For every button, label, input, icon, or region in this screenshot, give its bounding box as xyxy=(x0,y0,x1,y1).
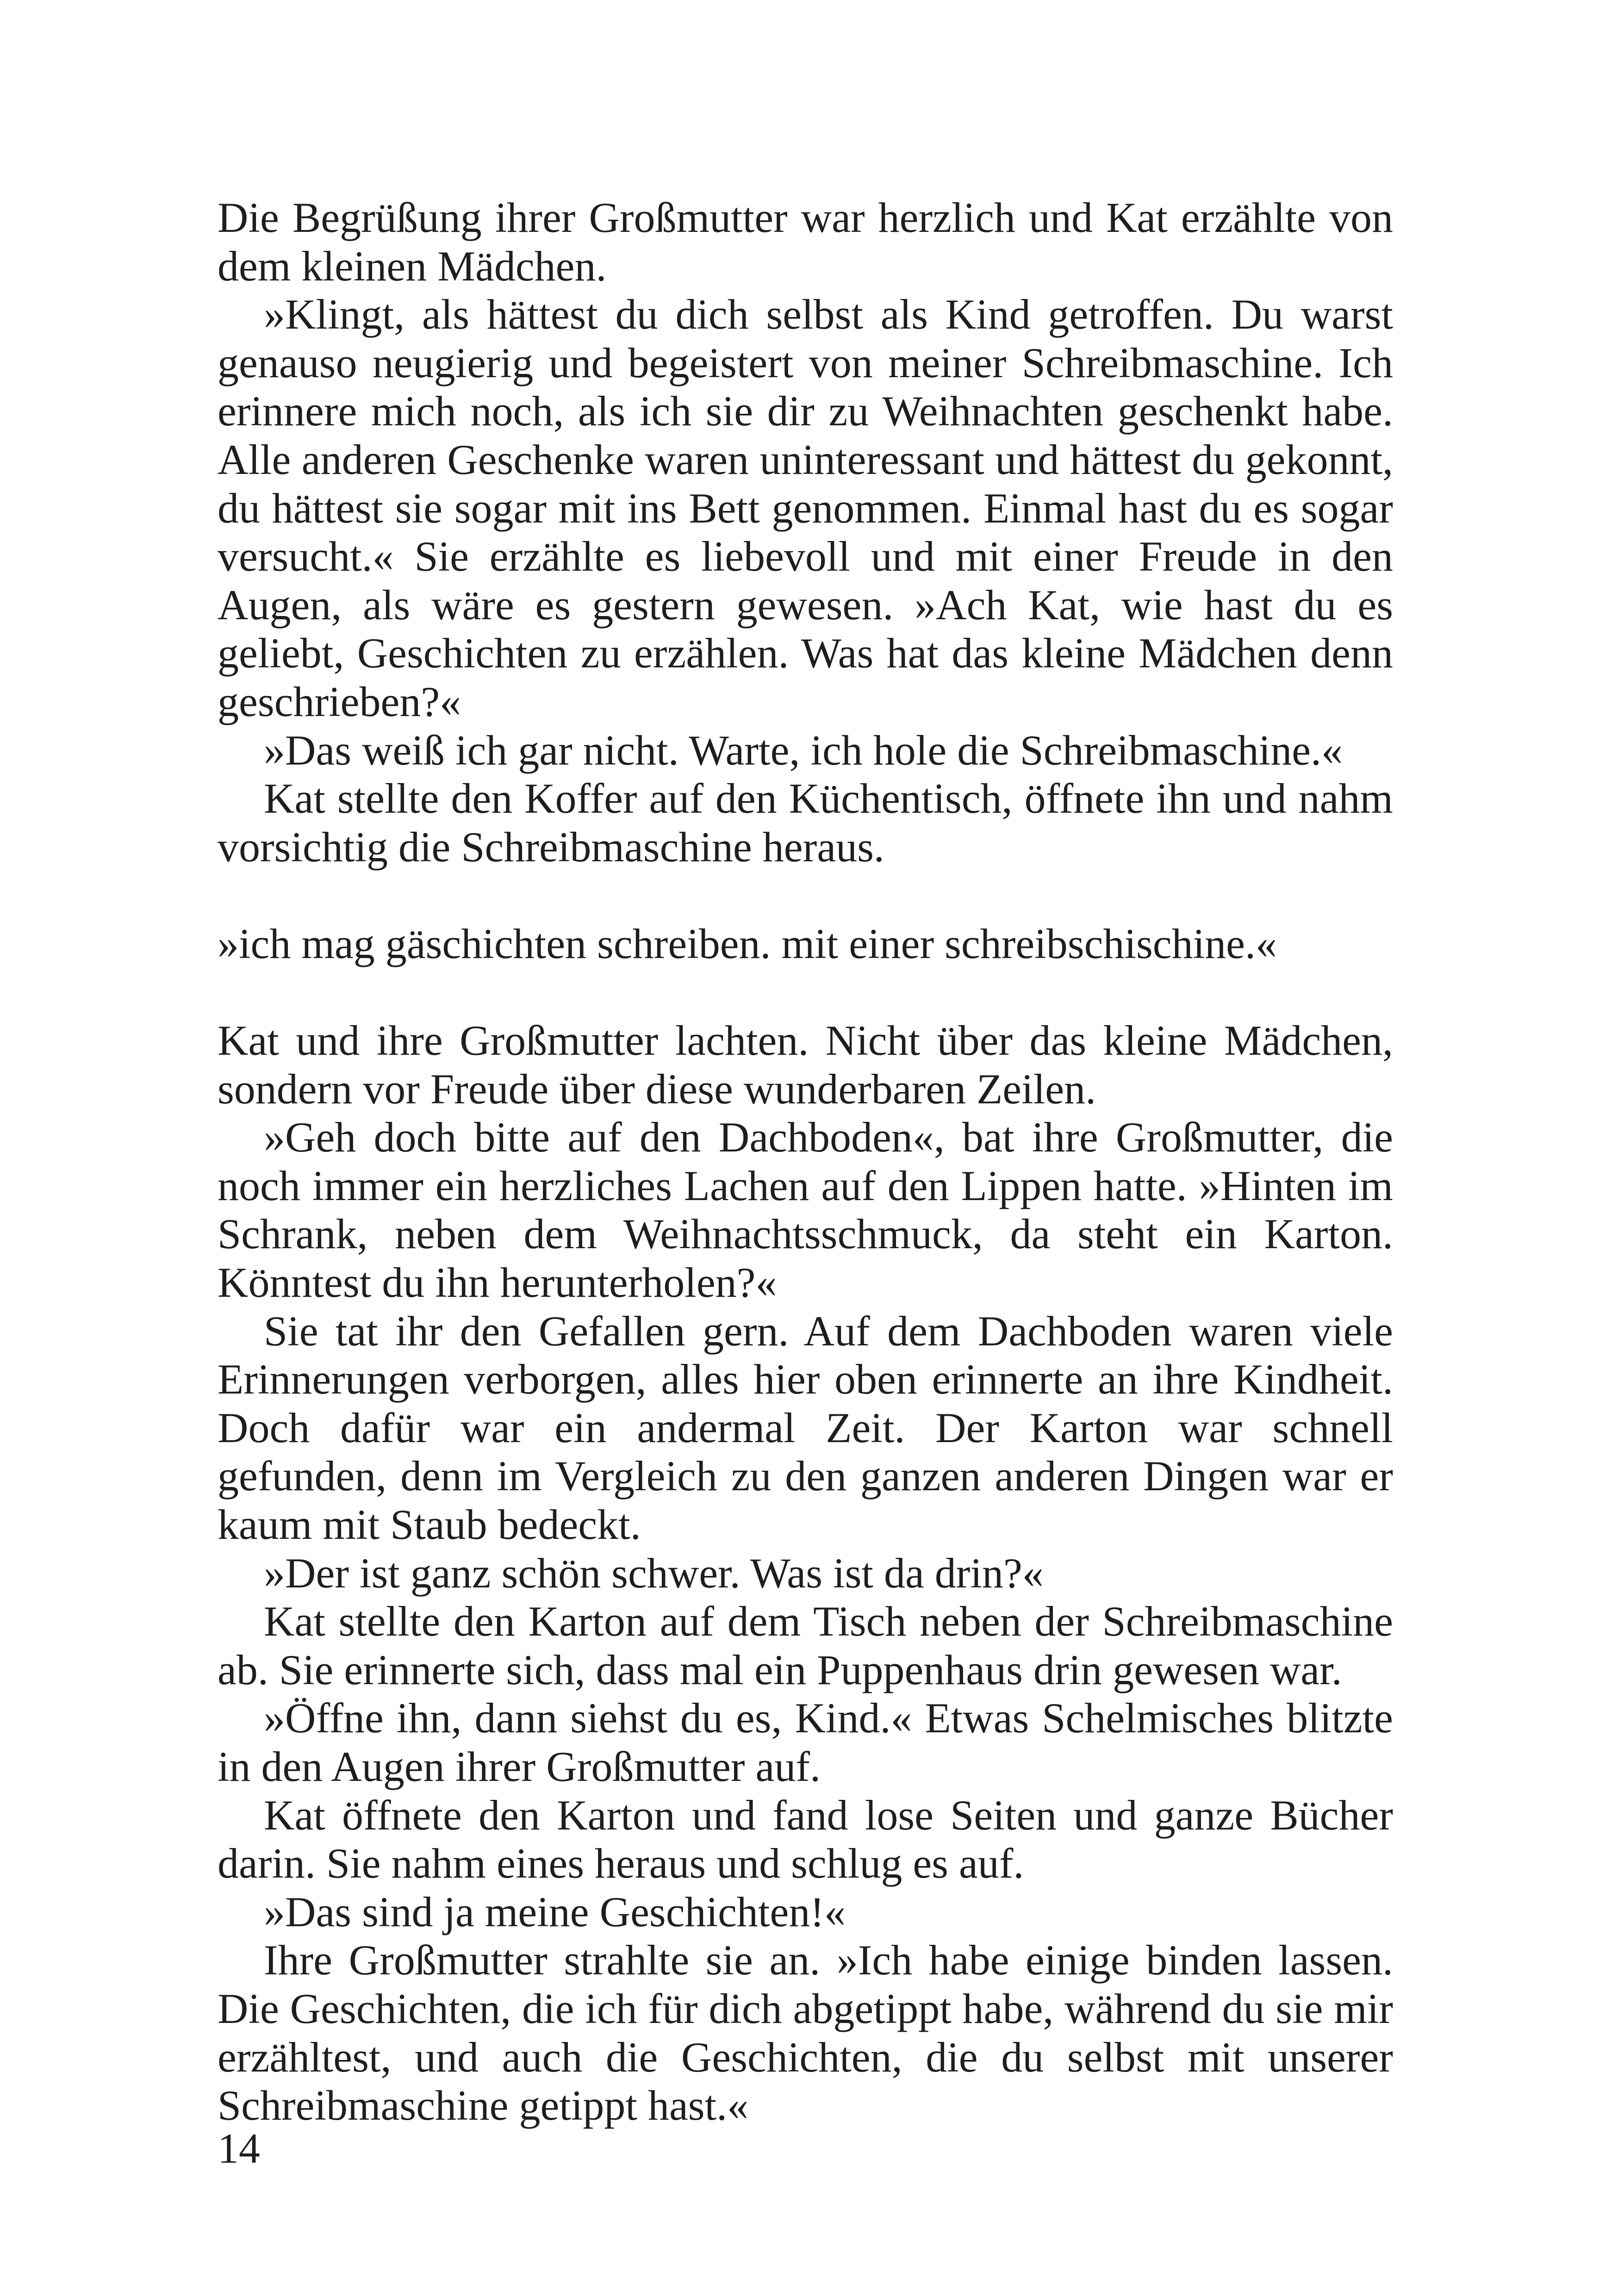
paragraph: »Das sind ja meine Geschichten!« xyxy=(264,1888,846,1935)
paragraph: Kat stellte den Koffer auf den Küchentisch, öffnete ihn und nahm vorsichtig die Schreibmaschine heraus. xyxy=(218,775,1393,871)
paragraph: »Klingt, als hättest du dich selbst als Kind getroffen. Du warst genauso neugierig und begeistert von meiner Schreibmaschine. Ich erinnere mich noch, als ich sie dir zu Weihnachten geschenkt habe. Alle anderen Geschenke waren uninteressant und hättest du gekonnt, du hättest sie sogar mit ins Bett genommen. Einmal hast du es sogar versucht.« Sie erzählte es liebevoll und mit einer Freude in den Augen, als wäre es gestern gewesen. »Ach Kat, wie hast du es geliebt, Geschichten zu erzählen. Was hat das kleine Mädchen denn geschrieben?« xyxy=(218,291,1393,725)
body-text xyxy=(218,193,1393,2130)
paragraph: »Öffne ihn, dann siehst du es, Kind.« Etwas Schelmisches blitzte in den Augen ihrer Großmutter auf. xyxy=(218,1694,1393,1790)
paragraph: »Das weiß ich gar nicht. Warte, ich hole die Schreibmaschine.« xyxy=(264,726,1343,774)
paragraph: Die Begrüßung ihrer Großmutter war herzlich und Kat erzählte von dem kleinen Mädchen. xyxy=(218,194,1393,290)
typed-quote: »ich mag gäschichten schreiben. mit einer schreibschischine.« xyxy=(218,920,1277,967)
page-number: 14 xyxy=(218,2125,260,2172)
paragraph: Sie tat ihr den Gefallen gern. Auf dem Dachboden waren viele Erinnerungen verborgen, alles hier oben erinnerte an ihre Kindheit. Doch dafür war ein andermal Zeit. Der Karton war schnell gefunden, denn im Vergleich zu den ganzen anderen Dingen war er kaum mit Staub bedeckt. xyxy=(218,1307,1393,1549)
paragraph: Ihre Großmutter strahlte sie an. »Ich habe einige binden lassen. Die Geschichten, die ich für dich abgetippt habe, während du sie mir erzähltest, und auch die Geschichten, die du selbst mit unserer Schreibmaschine getippt hast.« xyxy=(218,1936,1393,2129)
paragraph: Kat und ihre Großmutter lachten. Nicht über das kleine Mädchen, sondern vor Freude über diese wunderbaren Zeilen. xyxy=(218,1017,1393,1113)
paragraph: »Geh doch bitte auf den Dachboden«, bat ihre Großmutter, die noch immer ein herzliches Lachen auf den Lippen hatte. »Hinten im Schrank, neben dem Weihnachtsschmuck, da steht ein Karton. Könntest du ihn herunterholen?« xyxy=(218,1114,1393,1307)
paragraph: »Der ist ganz schön schwer. Was ist da drin?« xyxy=(264,1549,1044,1597)
paragraph: Kat stellte den Karton auf dem Tisch neben der Schreibmaschine ab. Sie erinnerte sich, dass mal ein Puppenhaus drin gewesen war. xyxy=(218,1598,1393,1693)
paragraph: Kat öffnete den Karton und fand lose Seiten und ganze Bücher darin. Sie nahm eines heraus und schlug es auf. xyxy=(218,1791,1393,1887)
